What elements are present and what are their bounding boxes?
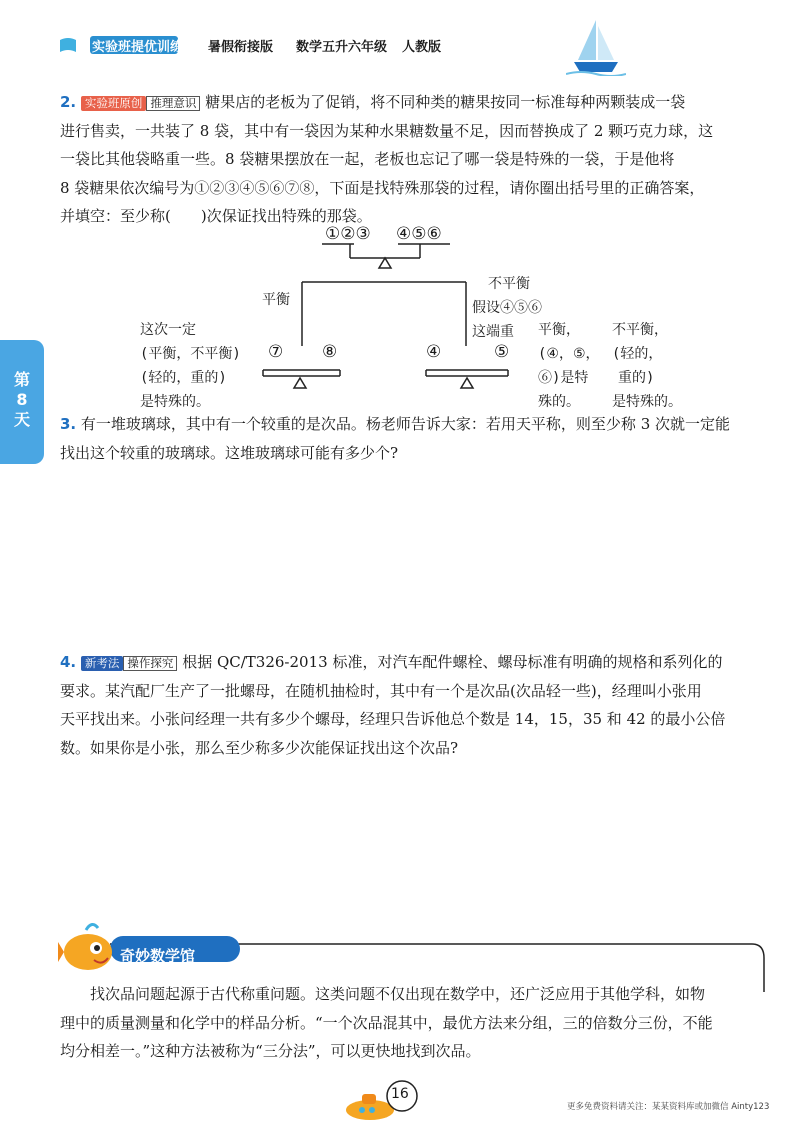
museum-title: 奇妙数学馆 xyxy=(120,947,196,965)
diagram-right-note-2: (轻的， xyxy=(612,346,663,362)
question-3-line-2: 找出这个较重的玻璃球。这堆玻璃球可能有多少个? xyxy=(60,443,399,462)
question-2-tag-skill: 推理意识 xyxy=(146,96,200,111)
question-4-number: 4. xyxy=(60,653,77,671)
diagram-right-note-3: 重的) xyxy=(618,370,655,386)
question-3 xyxy=(60,410,760,467)
question-2-number: 2. xyxy=(60,93,77,111)
diagram-bag-5: ⑤ xyxy=(494,342,510,362)
diagram-top-right-bags: ④⑤⑥ xyxy=(396,224,442,244)
diagram-left-note-3: (轻的，重的) xyxy=(140,370,227,386)
diagram-top-left-bags: ①②③ xyxy=(325,224,371,244)
diagram-bag-8: ⑧ xyxy=(322,342,338,362)
question-2-line-1: 糖果店的老板为了促销，将不同种类的糖果按同一标准每种两颗装成一袋 xyxy=(205,93,686,111)
museum-line-2: 理中的质量测量和化学中的样品分析。“一个次品混其中，最优方法来分组，三的倍数分三份，不能 xyxy=(60,1013,713,1032)
side-tab-label-3: 天 xyxy=(13,410,30,429)
museum-text xyxy=(60,980,762,1066)
question-4 xyxy=(60,648,760,762)
fish-mascot-icon xyxy=(58,918,120,978)
footer-note: 更多免费资料请关注：某某资料库或加微信 Ainty123 xyxy=(567,1102,770,1112)
header-edition: 暑假衔接版 xyxy=(208,40,274,55)
diagram-right-note-1: 不平衡， xyxy=(612,322,668,338)
diagram-assume-1: 假设④⑤⑥ xyxy=(472,300,542,316)
question-4-line-1: 根据 QC/T326-2013 标准，对汽车配件螺栓、螺母标准有明确的规格和系列化的 xyxy=(182,653,723,671)
diagram-unbalance-label: 不平衡 xyxy=(488,276,530,292)
question-2-line-3: 一袋比其他袋略重一些。8 袋糖果摆放在一起，老板也忘记了哪一袋是特殊的一袋，于是他将 xyxy=(60,150,675,168)
sailboat-icon xyxy=(566,16,626,76)
header-subject: 数学五升六年级 xyxy=(296,40,388,55)
question-4-line-2: 要求。某汽配厂生产了一批螺母，在随机抽检时，其中有一个是次品(次品轻一些)，经理叫小张用 xyxy=(60,681,702,700)
question-4-tag-skill: 操作探究 xyxy=(123,656,177,671)
question-4-line-3: 天平找出来。小张问经理一共有多少个螺母，经理只告诉他总个数是 14，15，35 和 42 的最小公倍 xyxy=(60,710,726,728)
diagram-right-note-4: 是特殊的。 xyxy=(612,394,682,410)
question-2-line-4: 8 袋糖果依次编号为①②③④⑤⑥⑦⑧，下面是找特殊那袋的过程，请你圈出括号里的正确答案， xyxy=(60,178,705,197)
diagram-mid-note-2: (④，⑤， xyxy=(538,346,600,362)
museum-line-1: 找次品问题起源于古代称重问题。这类问题不仅出现在数学中，还广泛应用于其他学科，如物 xyxy=(90,985,706,1003)
diagram-balance-label: 平衡 xyxy=(262,292,290,308)
diagram-mid-note-4: 殊的。 xyxy=(538,394,580,410)
header-publisher: 人教版 xyxy=(402,40,442,55)
side-tab-label-1: 第 xyxy=(13,370,30,389)
diagram-mid-note-3: ⑥)是特 xyxy=(538,370,589,386)
question-4-tag-new: 新考法 xyxy=(81,656,124,671)
header-series: 实验班提优训练 xyxy=(92,40,184,55)
question-2-tag-original: 实验班原创 xyxy=(81,96,147,111)
question-3-number: 3. xyxy=(60,415,77,433)
question-2-line-5: 并填空：至少称( )次保证找出特殊的那袋。 xyxy=(60,207,372,225)
question-4-line-4: 数。如果你是小张，那么至少称多少次能保证找出这个次品? xyxy=(60,738,459,757)
diagram-left-note-4: 是特殊的。 xyxy=(140,394,210,410)
diagram-left-note-1: 这次一定 xyxy=(140,322,196,338)
question-2 xyxy=(60,88,760,231)
question-2-line-2: 进行售卖，一共装了 8 袋，其中有一袋因为某种水果糖数量不足，因而替换成了 2 颗巧克力球，这 xyxy=(60,121,714,140)
diagram-assume-2: 这端重 xyxy=(472,324,514,340)
question-3-line-1: 有一堆玻璃球，其中有一个较重的是次品。杨老师告诉大家：若用天平称，则至少称 3 次就一定能 xyxy=(80,415,731,433)
museum-line-3: 均分相差一。”这种方法被称为“三分法”，可以更快地找到次品。 xyxy=(60,1042,481,1060)
diagram-left-note-2: (平衡，不平衡) xyxy=(140,346,241,362)
diagram-mid-note-1: 平衡， xyxy=(538,322,580,338)
diagram-bag-7: ⑦ xyxy=(268,342,284,362)
side-tab-label-2: 8 xyxy=(16,390,28,409)
submarine-icon xyxy=(340,1070,424,1126)
diagram-bag-4: ④ xyxy=(426,342,442,362)
page-number: 16 xyxy=(391,1086,409,1102)
